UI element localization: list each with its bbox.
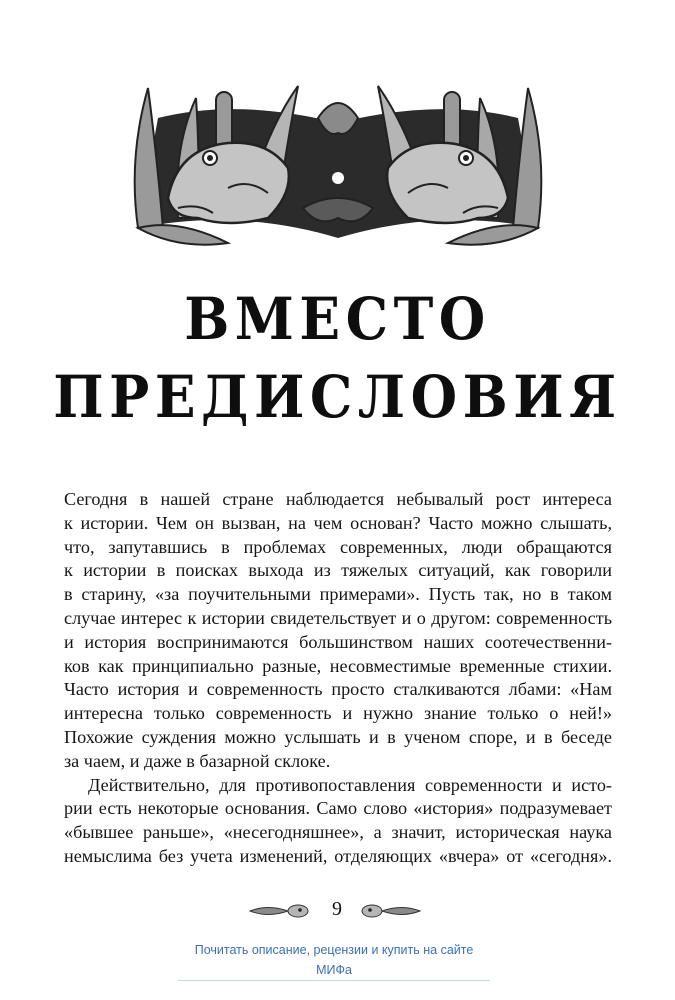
text-line: «бывшее раньше», «несегодняшнее», а значит, историческая наука <box>64 822 612 843</box>
chapter-title-line-1: ВМЕСТО <box>184 285 491 353</box>
text-line: Похожие суждения можно услышать и в ученом споре, и в беседе <box>64 726 612 747</box>
page-number: 9 <box>332 898 342 920</box>
footer-left-ornament-icon <box>248 902 312 920</box>
text-line: немыслима без учета изменений, отделяющих «вчера» от «сегодня». <box>64 845 612 866</box>
text-line: и история воспринимаются большинством наших соотечественни- <box>64 631 612 652</box>
footer-right-ornament-icon <box>358 902 422 920</box>
text-line: Действительно, для противопоставления современности и исто- <box>88 774 612 795</box>
text-line: Часто история и современность просто сталкиваются лбами: «Нам <box>64 679 612 700</box>
purchase-link[interactable]: Почитать описание, рецензии и купить на сайте МИФа <box>178 940 490 981</box>
text-line: интересна только современность и нужно знание только о ней!» <box>64 703 612 724</box>
text-line: ков как принципиально разные, несовместимые временные стихии. <box>64 655 612 676</box>
text-line: Сегодня в нашей стране наблюдается небывалый рост интереса <box>64 489 612 509</box>
text-line: случае интерес к истории свидетельствует и о другом: современность <box>64 607 612 628</box>
text-line: рии есть некоторые основания. Само слово «история» подразумевает <box>64 798 612 819</box>
chapter-title-line-2: ПРЕДИСЛОВИЯ <box>53 363 622 431</box>
frog-ornament-illustration <box>118 78 558 253</box>
text-line: к истории в поисках выхода из тяжелых ситуаций, как говорили <box>64 560 612 581</box>
page-footer <box>0 898 675 926</box>
purchase-link-box[interactable] <box>178 938 498 977</box>
text-line: к истории. Чем он вызван, на чем основан? Часто можно слышать, <box>64 512 612 533</box>
body-text <box>64 488 612 869</box>
text-line: в старину, «за поучительными примерами». Пусть так, но в таком <box>64 584 612 605</box>
text-line: за чаем, и даже в базарной склоке. <box>64 750 331 771</box>
text-line: что, запутавшись в проблемах современных, люди обращаются <box>64 536 612 557</box>
